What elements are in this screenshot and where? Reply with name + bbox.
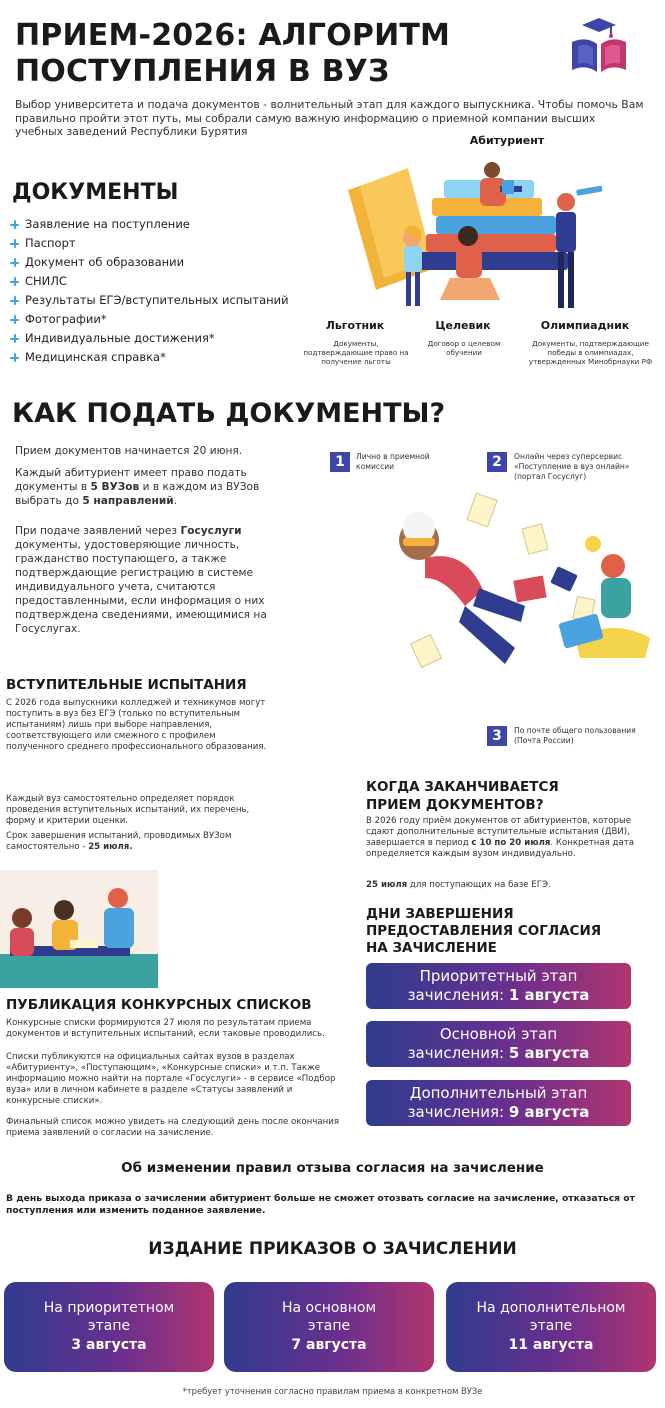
deadline-title: КОГДА ЗАКАНЧИВАЕТСЯ ПРИЕМ ДОКУМЕНТОВ?	[366, 779, 559, 813]
team-illustration	[0, 870, 158, 988]
title-line-2: ПОСТУПЛЕНИЯ В ВУЗ	[15, 54, 390, 89]
lists-text-2: Списки публикуются на официальных сайтах вузов в разделах «Абитуриенту», «Поступающим», «Конкурсные списки» и т.п. Также информацию можно найти на портале «Госуслуги» - в сервисе «Подбор вуза» или в личном кабинете в разделе «Статусы заявлений и конкурсные списки».	[6, 1052, 336, 1106]
list-item: Результаты ЕГЭ/вступительных испытаний	[10, 291, 330, 310]
documents-title: ДОКУМЕНТЫ	[12, 180, 179, 205]
submit-limit-text: Каждый абитуриент имеет право подать документы в 5 ВУЗов и в каждом из ВУЗов выбрать до 5 направлений.	[15, 467, 260, 507]
intro-text: Выбор университета и подача документов - волнительный этап для каждого выпускника. Чтобы помочь Вам правильно пройти этот путь, мы собрали самую важную информацию о приемной компании высших учебных заведений Республики Бурятия	[15, 98, 644, 138]
applicant-label: Абитуриент	[469, 134, 545, 147]
orders-title: ИЗДАНИЕ ПРИКАЗОВ О ЗАЧИСЛЕНИИ	[148, 1239, 517, 1259]
order-card-priority: На приоритетном этапе 3 августа	[4, 1282, 214, 1372]
role-title-olympiad: Олимпиадник	[540, 319, 630, 332]
title-line-1: ПРИЕМ-2026: АЛГОРИТМ	[15, 18, 451, 53]
plus-bullet-icon	[10, 315, 19, 324]
exams-text-1: С 2026 года выпускники колледжей и техникумов могут поступить в вуз без ЕГЭ (только по вступительным испытаниям) лишь при выборе направления, соответствующего или смежного с профилем полученного среднего профессионального образования.	[6, 698, 267, 752]
deadline-text-2: 25 июля для поступающих на базе ЕГЭ.	[366, 880, 551, 890]
lists-text-1: Конкурсные списки формируются 27 июля по результатам приема документов и вступительных испытаний, если таковые проводились.	[6, 1018, 325, 1039]
way-text-online: Онлайн через суперсервис «Поступление в вуз онлайн» (портал Госуслуг)	[514, 452, 630, 481]
order-card-main: На основном этапе 7 августа	[224, 1282, 434, 1372]
list-item: Медицинская справка*	[10, 348, 330, 367]
list-item: Паспорт	[10, 234, 330, 253]
list-item: Фотографии*	[10, 310, 330, 329]
role-desc-olympiad: Документы, подтверждающие победы в олимпиадах, утвержденных Минобрнауки РФ	[528, 339, 653, 366]
consent-stage-priority: Приоритетный этап зачисления: 1 августа	[366, 963, 631, 1009]
way-number-badge: 2	[487, 452, 507, 472]
role-desc-target: Договор о целевом обучении	[427, 339, 501, 357]
list-item: Заявление на поступление	[10, 215, 330, 234]
submit-title: КАК ПОДАТЬ ДОКУМЕНТЫ?	[12, 398, 446, 429]
logo-icon	[566, 14, 632, 76]
list-item: Документ об образовании	[10, 253, 330, 272]
exams-title: ВСТУПИТЕЛЬНЫЕ ИСПЫТАНИЯ	[6, 677, 247, 693]
consent-stage-additional: Дополнительный этап зачисления: 9 августа	[366, 1080, 631, 1126]
role-desc-privileged: Документы, подтверждающие право на получение льготы	[303, 339, 409, 366]
plus-bullet-icon	[10, 220, 19, 229]
consent-title: ДНИ ЗАВЕРШЕНИЯ ПРЕДОСТАВЛЕНИЯ СОГЛАСИЯ НА ЗАЧИСЛЕНИЕ	[366, 906, 602, 956]
list-item: СНИЛС	[10, 272, 330, 291]
exams-text-3: Срок завершения испытаний, проводимых ВУЗом самостоятельно - 25 июля.	[6, 831, 232, 852]
students-illustration	[340, 150, 660, 318]
consent-stage-main: Основной этап зачисления: 5 августа	[366, 1021, 631, 1067]
plus-bullet-icon	[10, 258, 19, 267]
plus-bullet-icon	[10, 239, 19, 248]
falling-students-illustration	[375, 488, 660, 706]
way-text-in-person: Лично в приемной комиссии	[356, 452, 430, 471]
submit-start-text: Прием документов начинается 20 июня.	[15, 445, 243, 457]
order-card-additional: На дополнительном этапе 11 августа	[446, 1282, 656, 1372]
plus-bullet-icon	[10, 353, 19, 362]
rules-text: В день выхода приказа о зачислении абитуриент больше не сможет отозвать согласие на зачисление, отказаться от поступления или изменить поданное заявление.	[6, 1193, 635, 1216]
plus-bullet-icon	[10, 296, 19, 305]
exams-text-2: Каждый вуз самостоятельно определяет порядок проведения вступительных испытаний, их перечень, форму и критерии оценки.	[6, 794, 250, 826]
page-title	[15, 18, 535, 90]
submit-gosuslugi-text: При подаче заявлений через Госуслуги документы, удостоверяющие личность, гражданство поступающего, а также подтверждающие регистрацию в системе индивидуального учета, считаются предоставленными, если информация о них подтверждена сведениями, имеющимися на Госуслугах.	[15, 525, 267, 635]
plus-bullet-icon	[10, 334, 19, 343]
documents-list	[10, 215, 330, 367]
footnote: *требует уточнения согласно правилам приема в конкретном ВУЗе	[182, 1386, 483, 1396]
rules-title: Об изменении правил отзыва согласия на зачисление	[121, 1160, 544, 1176]
role-title-target: Целевик	[435, 319, 491, 332]
way-number-badge: 3	[487, 726, 507, 746]
way-number-badge: 1	[330, 452, 350, 472]
lists-text-3: Финальный список можно увидеть на следующий день после окончания приема заявлений о согласии на зачисление.	[6, 1117, 340, 1138]
way-text-post: По почте общего пользования (Почта России)	[514, 726, 636, 745]
role-title-privileged: Льготник	[325, 319, 385, 332]
plus-bullet-icon	[10, 277, 19, 286]
deadline-text-1: В 2026 году приём документов от абитуриентов, которые сдают дополнительные вступительные испытания (ДВИ), завершается в период с 10 по 20 июля. Конкретная дата определяется каждым вузом индивидуально.	[366, 816, 635, 859]
lists-title: ПУБЛИКАЦИЯ КОНКУРСНЫХ СПИСКОВ	[6, 997, 312, 1013]
list-item: Индивидуальные достижения*	[10, 329, 330, 348]
